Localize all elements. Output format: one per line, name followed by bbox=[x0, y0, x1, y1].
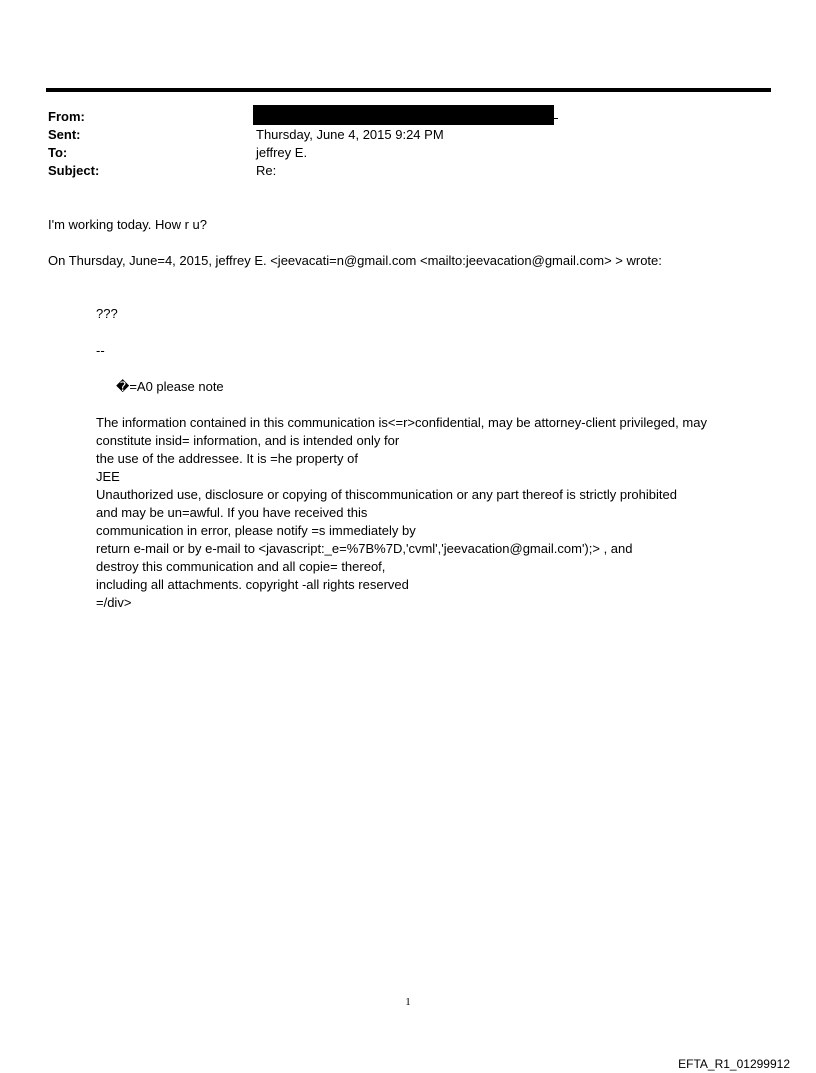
disclaimer-line: including all attachments. copyright -all rights reserved bbox=[96, 577, 409, 592]
please-note: �=A0 please note bbox=[116, 379, 224, 394]
sent-label: Sent: bbox=[48, 127, 81, 142]
to-label: To: bbox=[48, 145, 68, 160]
subject-value: Re: bbox=[256, 163, 277, 178]
from-redaction bbox=[253, 105, 554, 125]
disclaimer-line: Unauthorized use, disclosure or copying of thiscommunication or any part thereof is strictly prohibited bbox=[96, 487, 677, 502]
reply-text: I'm working today. How r u? bbox=[48, 217, 208, 232]
disclaimer-line: the use of the addressee. It is =he property of bbox=[96, 451, 358, 466]
header-rule bbox=[46, 88, 771, 92]
from-label: From: bbox=[48, 109, 85, 124]
redaction-mark bbox=[554, 118, 558, 119]
disclaimer-line: communication in error, please notify =s immediately by bbox=[96, 523, 416, 538]
signature-separator: -- bbox=[96, 343, 105, 358]
disclaimer-line: and may be un=awful. If you have received this bbox=[96, 505, 368, 520]
quote-intro: On Thursday, June=4, 2015, jeffrey E. <jeevacati=n@gmail.com <mailto:jeevacation@gmail.com> > wrote: bbox=[48, 253, 662, 268]
sent-value: Thursday, June 4, 2015 9:24 PM bbox=[256, 127, 444, 142]
disclaimer-line: constitute insid= information, and is intended only for bbox=[96, 433, 400, 448]
quoted-text: ??? bbox=[96, 306, 118, 321]
bates-number: EFTA_R1_01299912 bbox=[678, 1057, 790, 1071]
disclaimer-line: The information contained in this communication is<=r>confidential, may be attorney-client privileged, may bbox=[96, 415, 707, 430]
subject-label: Subject: bbox=[48, 163, 100, 178]
disclaimer-line: =/div> bbox=[96, 595, 132, 610]
disclaimer-line: return e-mail or by e-mail to <javascript:_e=%7B%7D,'cvml','jeevacation@gmail.com');> , and bbox=[96, 541, 633, 556]
disclaimer-line: JEE bbox=[96, 469, 120, 484]
page-number: 1 bbox=[405, 996, 411, 1008]
to-value: jeffrey E. bbox=[256, 145, 308, 160]
disclaimer-line: destroy this communication and all copie= thereof, bbox=[96, 559, 386, 574]
